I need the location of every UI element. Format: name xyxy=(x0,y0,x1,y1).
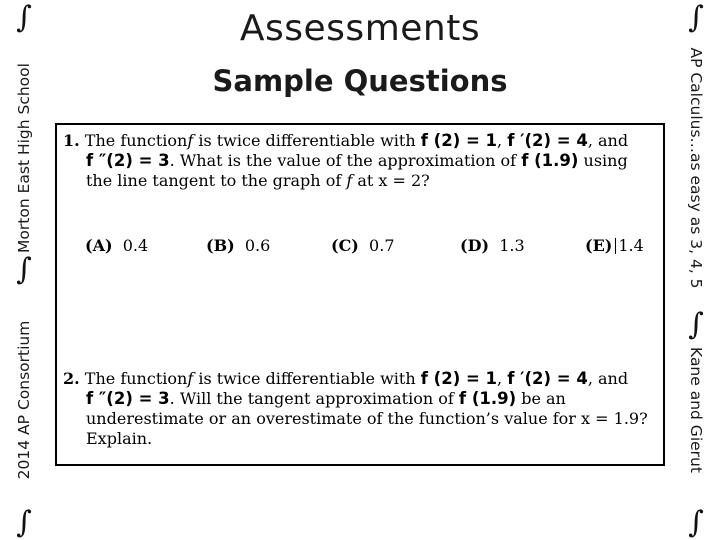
answer-choices xyxy=(63,236,673,256)
integral-icon: ∫ xyxy=(688,0,704,35)
choice-a: (A) 0.4 xyxy=(85,236,149,255)
integral-icon: ∫ xyxy=(688,307,704,342)
page-subtitle: Sample Questions xyxy=(212,64,508,98)
integral-icon: ∫ xyxy=(16,505,32,540)
questions-panel xyxy=(55,123,665,466)
consortium-label: 2014 AP Consortium xyxy=(15,320,33,480)
question-1: 1. The functionf is twice differentiable with f (2) = 1, f ′(2) = 4, and f ″(2) = 3. What is the value of the approximation of f (1.9) using the line tangent to the graph of f at x = 2? (A) 0.4 (B) 0.6 (C) 0.7 (D) 1.3 (E) 1.4 xyxy=(63,131,657,191)
school-label: Morton East High School xyxy=(15,63,33,253)
authors-label: Kane and Gierut xyxy=(687,347,705,473)
question-number: 1. xyxy=(63,131,80,150)
page-title: Assessments xyxy=(239,8,481,49)
choice-e: (E) 1.4 xyxy=(585,236,644,255)
question-2: 2. The functionf is twice differentiable with f (2) = 1, f ′(2) = 4, and f ″(2) = 3. Will the tangent approximation of f (1.9) be an underestimate or an overestimate of the function’s value for x = 1.9? Explain. xyxy=(63,369,648,448)
integral-icon: ∫ xyxy=(16,0,32,35)
choice-b: (B) 0.6 xyxy=(206,236,271,255)
choice-c: (C) 0.7 xyxy=(331,236,395,255)
choice-d: (D) 1.3 xyxy=(460,236,525,255)
course-label: AP Calculus…as easy as 3, 4, 5 xyxy=(687,47,705,289)
text-cursor xyxy=(615,238,616,254)
integral-icon: ∫ xyxy=(688,505,704,540)
question-number: 2. xyxy=(63,369,80,388)
integral-icon: ∫ xyxy=(16,252,32,287)
